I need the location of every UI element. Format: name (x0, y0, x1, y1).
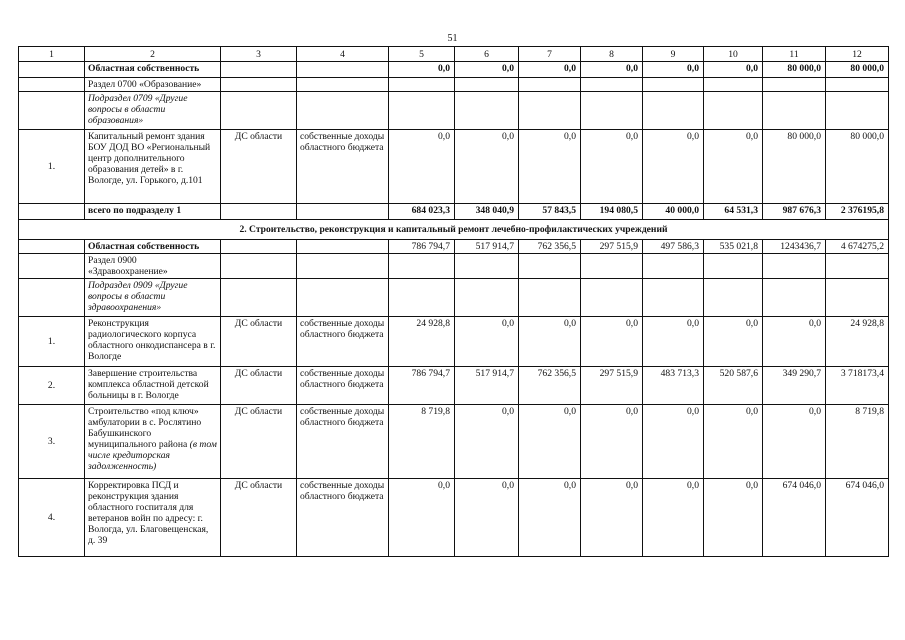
item-customer: ДС области (221, 479, 297, 557)
table-row (19, 367, 889, 405)
item-source: собственные доходы областного бюджета (297, 479, 389, 557)
podrazdel-row (19, 92, 889, 130)
section-title: 2. Строительство, реконструкция и капитальный ремонт лечебно-профилактических учреждений (19, 220, 889, 240)
table-row (19, 317, 889, 367)
value-cell: 0,0 (581, 130, 643, 204)
value-cell: 0,0 (455, 405, 519, 479)
value-cell: 0,0 (519, 405, 581, 479)
value-cell: 762 356,5 (519, 367, 581, 405)
table-row (19, 405, 889, 479)
header-row (19, 47, 889, 62)
podrazdel-label: Подраздел 0909 «Другие вопросы в области здравоохранения» (85, 279, 221, 317)
value-cell: 0,0 (704, 62, 763, 78)
value-cell: 762 356,5 (519, 240, 581, 254)
value-cell: 674 046,0 (763, 479, 826, 557)
value-cell: 0,0 (455, 130, 519, 204)
header-cell: 5 (389, 47, 455, 62)
value-cell: 786 794,7 (389, 367, 455, 405)
value-cell: 517 914,7 (455, 367, 519, 405)
item-customer: ДС области (221, 367, 297, 405)
value-cell: 80 000,0 (763, 130, 826, 204)
value-cell: 0,0 (581, 479, 643, 557)
header-cell: 1 (19, 47, 85, 62)
row-number: 2. (19, 367, 85, 405)
item-customer: ДС области (221, 130, 297, 204)
podrazdel-row (19, 279, 889, 317)
header-cell: 8 (581, 47, 643, 62)
value-cell: 684 023,3 (389, 204, 455, 220)
value-cell: 297 515,9 (581, 240, 643, 254)
value-cell: 0,0 (643, 317, 704, 367)
header-cell: 11 (763, 47, 826, 62)
value-cell: 0,0 (581, 405, 643, 479)
item-source: собственные доходы областного бюджета (297, 317, 389, 367)
value-cell: 4 674275,2 (826, 240, 889, 254)
item-source: собственные доходы областного бюджета (297, 367, 389, 405)
razdel-row (19, 254, 889, 279)
page-number: 51 (447, 33, 458, 44)
razdel-label: Раздел 0900 «Здравоохранение» (85, 254, 221, 279)
item-source: собственные доходы областного бюджета (297, 130, 389, 204)
budget-table (18, 46, 889, 557)
value-cell: 0,0 (519, 479, 581, 557)
value-cell: 0,0 (519, 130, 581, 204)
item-customer: ДС области (221, 405, 297, 479)
value-cell: 535 021,8 (704, 240, 763, 254)
value-cell: 0,0 (389, 62, 455, 78)
value-cell: 0,0 (581, 317, 643, 367)
value-cell: 0,0 (455, 62, 519, 78)
value-cell: 40 000,0 (643, 204, 704, 220)
value-cell: 2 376195,8 (826, 204, 889, 220)
header-cell: 2 (85, 47, 221, 62)
value-cell: 0,0 (704, 479, 763, 557)
value-cell: 520 587,6 (704, 367, 763, 405)
value-cell: 0,0 (643, 405, 704, 479)
row-number: 1. (19, 130, 85, 204)
value-cell: 786 794,7 (389, 240, 455, 254)
item-source: собственные доходы областного бюджета (297, 405, 389, 479)
value-cell: 80 000,0 (826, 62, 889, 78)
header-cell: 6 (455, 47, 519, 62)
razdel-row (19, 78, 889, 92)
header-cell: 10 (704, 47, 763, 62)
value-cell: 194 080,5 (581, 204, 643, 220)
value-cell: 0,0 (643, 62, 704, 78)
value-cell: 0,0 (704, 130, 763, 204)
owner-label: Областная собственность (85, 240, 221, 254)
item-name: Строительство «под ключ» амбулатории в с. Рослятино Бабушкинского муниципального района (88, 406, 202, 450)
item-name-note: (в том числе кредиторская задолженность) (88, 439, 217, 472)
value-cell: 0,0 (643, 479, 704, 557)
value-cell: 0,0 (643, 130, 704, 204)
value-cell: 8 719,8 (389, 405, 455, 479)
value-cell: 1243436,7 (763, 240, 826, 254)
item-customer: ДС области (221, 317, 297, 367)
value-cell: 80 000,0 (763, 62, 826, 78)
value-cell: 64 531,3 (704, 204, 763, 220)
value-cell: 0,0 (389, 479, 455, 557)
item-name-cell (85, 405, 221, 479)
podrazdel-label: Подраздел 0709 «Другие вопросы в области образования» (85, 92, 221, 130)
table-row (19, 130, 889, 204)
row-number: 4. (19, 479, 85, 557)
header-cell: 9 (643, 47, 704, 62)
value-cell: 297 515,9 (581, 367, 643, 405)
value-cell: 483 713,3 (643, 367, 704, 405)
value-cell: 0,0 (704, 405, 763, 479)
header-cell: 4 (297, 47, 389, 62)
value-cell: 24 928,8 (389, 317, 455, 367)
header-cell: 12 (826, 47, 889, 62)
section-row (19, 220, 889, 240)
value-cell: 80 000,0 (826, 130, 889, 204)
row-number: 3. (19, 405, 85, 479)
owner-row (19, 240, 889, 254)
razdel-label: Раздел 0700 «Образование» (85, 78, 221, 92)
item-name: Корректировка ПСД и реконструкция здания областного госпиталя для ветеранов войн по адресу: г. Вологда, ул. Благовещенская, д. 39 (85, 479, 221, 557)
item-name: Капитальный ремонт здания БОУ ДОД ВО «Региональный центр дополнительного образования детей» в г. Вологде, ул. Горького, д.101 (85, 130, 221, 204)
header-cell: 3 (221, 47, 297, 62)
total-row (19, 204, 889, 220)
value-cell: 0,0 (389, 130, 455, 204)
value-cell: 0,0 (519, 62, 581, 78)
value-cell: 0,0 (519, 317, 581, 367)
value-cell: 0,0 (581, 62, 643, 78)
owner-label: Областная собственность (85, 62, 221, 78)
value-cell: 0,0 (704, 317, 763, 367)
value-cell: 3 718173,4 (826, 367, 889, 405)
value-cell: 674 046,0 (826, 479, 889, 557)
value-cell: 348 040,9 (455, 204, 519, 220)
value-cell: 0,0 (763, 317, 826, 367)
value-cell: 987 676,3 (763, 204, 826, 220)
value-cell: 497 586,3 (643, 240, 704, 254)
value-cell: 0,0 (455, 317, 519, 367)
table-row (19, 479, 889, 557)
total-label: всего по подразделу 1 (85, 204, 221, 220)
owner-row (19, 62, 889, 78)
value-cell: 349 290,7 (763, 367, 826, 405)
row-number: 1. (19, 317, 85, 367)
value-cell: 57 843,5 (519, 204, 581, 220)
value-cell: 517 914,7 (455, 240, 519, 254)
value-cell: 0,0 (455, 479, 519, 557)
value-cell: 24 928,8 (826, 317, 889, 367)
header-cell: 7 (519, 47, 581, 62)
item-name: Реконструкция радиологического корпуса областного онкодиспансера в г. Вологде (85, 317, 221, 367)
value-cell: 0,0 (763, 405, 826, 479)
item-name: Завершение строительства комплекса областной детской больницы в г. Вологде (85, 367, 221, 405)
value-cell: 8 719,8 (826, 405, 889, 479)
